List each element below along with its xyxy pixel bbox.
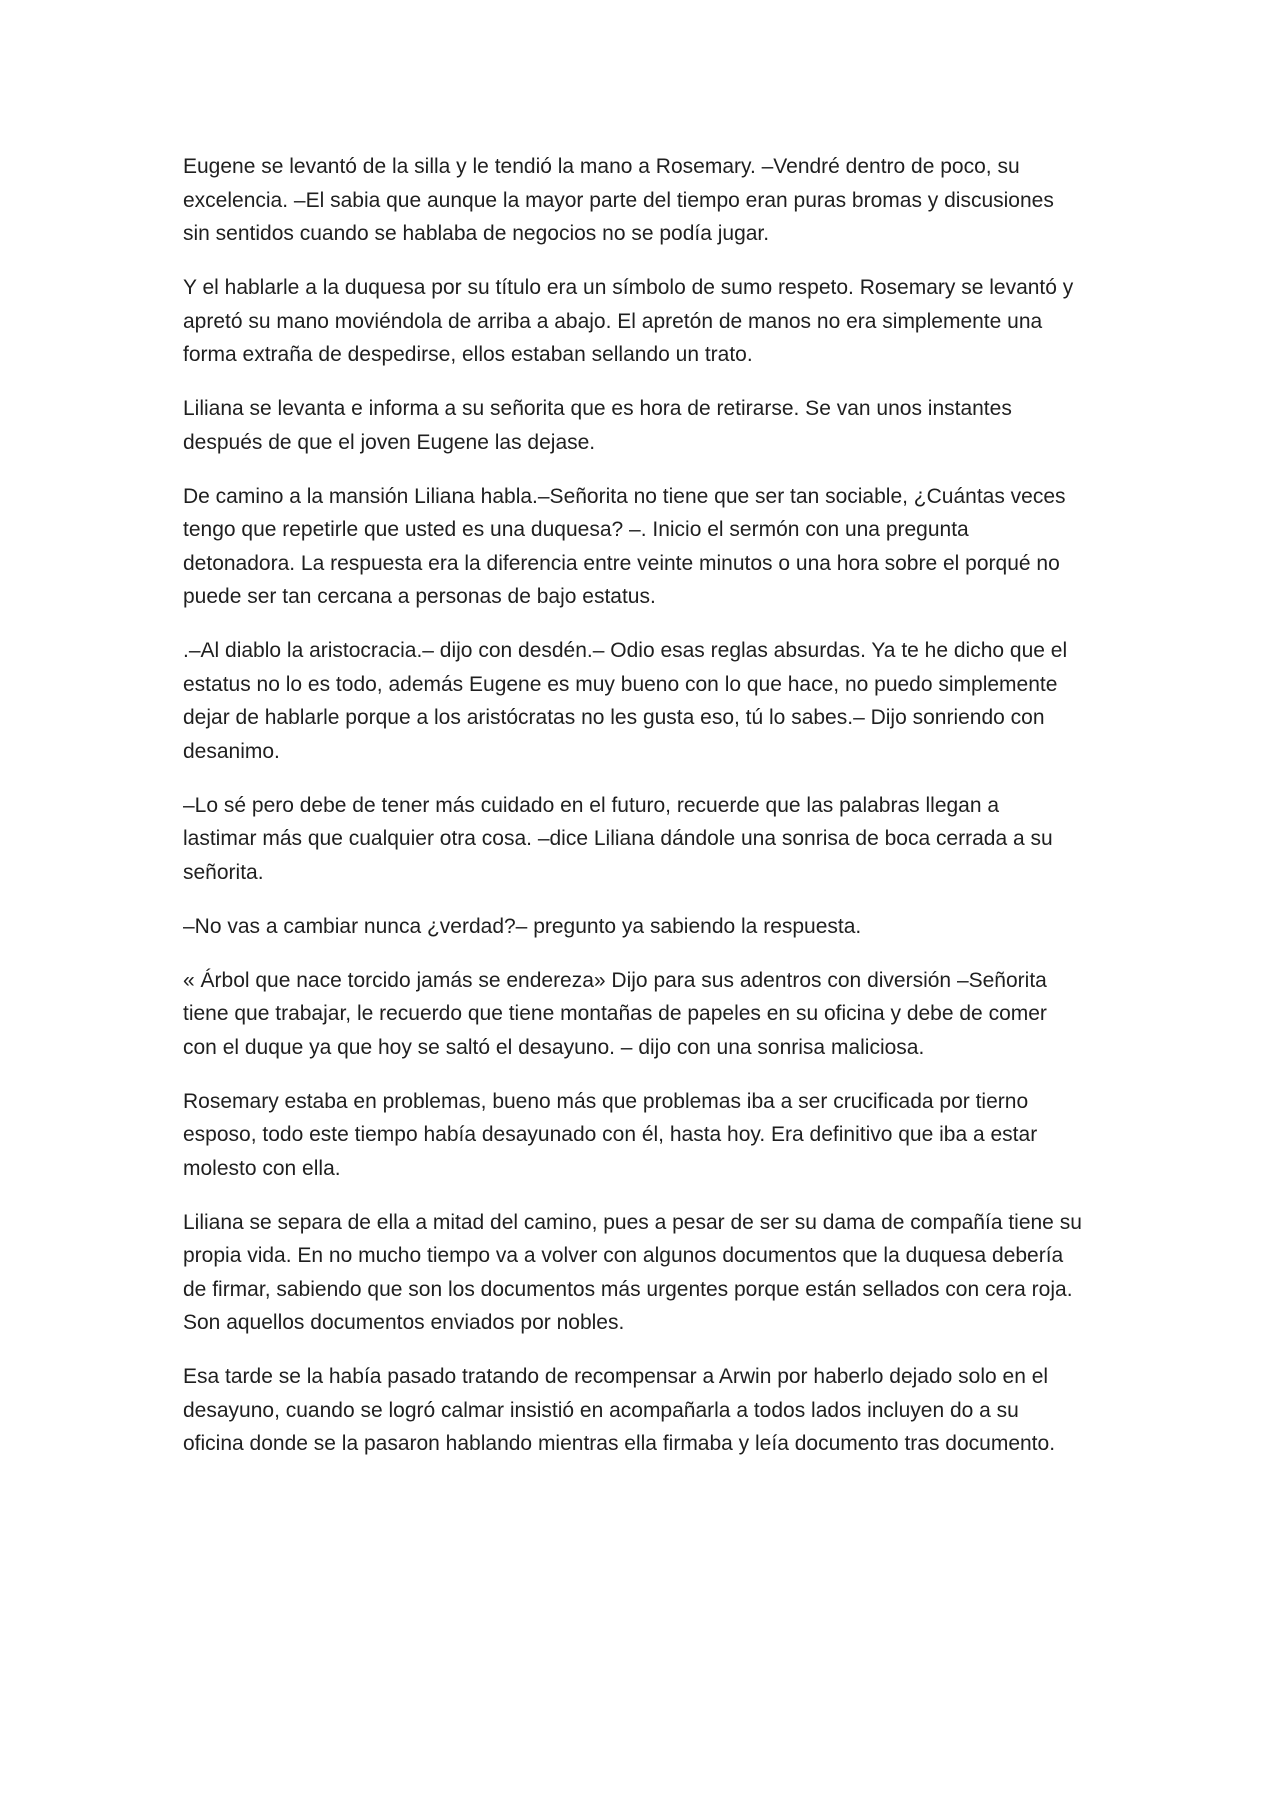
paragraph (183, 1360, 1103, 1461)
text-line: detonadora. La respuesta era la diferencia entre veinte minutos o una hora sobre el porqué no (183, 551, 1060, 575)
text-line: Eugene se levantó de la silla y le tendió la mano a Rosemary. –Vendré dentro de poco, su (183, 155, 1020, 178)
text-line: puede ser tan cercana a personas de bajo estatus. (183, 585, 656, 608)
text-line: dejar de hablarle porque a los aristócratas no les gusta eso, tú lo sabes.– Dijo sonriendo con (183, 706, 1045, 729)
text-line: desayuno, cuando se logró calmar insistió en acompañarla a todos lados incluyen do a su (183, 1398, 1019, 1422)
text-line: esposo, todo este tiempo había desayunado con él, hasta hoy. Era definitivo que iba a estar (183, 1123, 1038, 1146)
text-line: lastimar más que cualquier otra cosa. –dice Liliana dándole una sonrisa de boca cerrada a su (183, 827, 1053, 850)
text-line: tiene que trabajar, le recuerdo que tiene montañas de papeles en su oficina y debe de comer (183, 1002, 1047, 1025)
text-line: de firmar, sabiendo que son los documentos más urgentes porque están sellados con cera roja. (183, 1277, 1073, 1301)
text-line: Son aquellos documentos enviados por nobles. (183, 1311, 625, 1334)
text-line: estatus no lo es todo, además Eugene es muy bueno con lo que hace, no puedo simplemente (183, 672, 1058, 696)
paragraph (183, 964, 1103, 1065)
text-line: después de que el joven Eugene las dejase. (183, 430, 596, 454)
text-line: sin sentidos cuando se hablaba de negocios no se podía jugar. (183, 222, 770, 245)
paragraph (183, 789, 1103, 890)
paragraph (183, 1085, 1103, 1186)
text-line: con el duque ya que hoy se saltó el desayuno. – dijo con una sonrisa maliciosa. (183, 1035, 925, 1059)
text-line: .–Al diablo la aristocracia.– dijo con desdén.– Odio esas reglas absurdas. Ya te he dicho que el (183, 639, 1068, 662)
text-line: señorita. (183, 860, 264, 884)
text-line: Rosemary estaba en problemas, bueno más que problemas iba a ser crucificada por tierno (183, 1089, 1029, 1113)
text-line: –Lo sé pero debe de tener más cuidado en el futuro, recuerde que las palabras llegan a (183, 793, 1000, 817)
text-line: « Árbol que nace torcido jamás se endereza» Dijo para sus adentros con diversión –Señorita (183, 968, 1047, 992)
text-line: Liliana se separa de ella a mitad del camino, pues a pesar de ser su dama de compañía tiene su (183, 1210, 1082, 1234)
text-line: apretó su mano moviéndola de arriba a abajo. El apretón de manos no era simplemente una (183, 309, 1043, 333)
paragraph (183, 271, 1103, 372)
text-line: Liliana se levanta e informa a su señorita que es hora de retirarse. Se van unos instantes (183, 397, 1012, 420)
text-line: –No vas a cambiar nunca ¿verdad?– pregunto ya sabiendo la respuesta. (183, 914, 862, 938)
text-line: desanimo. (183, 739, 280, 763)
paragraph (183, 392, 1103, 459)
paragraph (183, 634, 1103, 768)
text-line: molesto con ella. (183, 1156, 341, 1180)
text-line: tengo que repetirle que usted es una duquesa? –. Inicio el sermón con una pregunta (183, 518, 969, 541)
text-line: excelencia. –El sabia que aunque la mayor parte del tiempo eran puras bromas y discusiones (183, 188, 1054, 212)
document-body (183, 150, 1103, 1481)
paragraph (183, 1206, 1103, 1340)
paragraph (183, 150, 1103, 251)
paragraph (183, 910, 1103, 944)
text-line: Esa tarde se la había pasado tratando de recompensar a Arwin por haberlo dejado solo en el (183, 1365, 1049, 1388)
paragraph (183, 480, 1103, 614)
text-line: Y el hablarle a la duquesa por su título era un símbolo de sumo respeto. Rosemary se levantó y (183, 276, 1074, 299)
text-line: forma extraña de despedirse, ellos estaban sellando un trato. (183, 343, 753, 366)
text-line: propia vida. En no mucho tiempo va a volver con algunos documentos que la duquesa debería (183, 1244, 1064, 1267)
text-line: oficina donde se la pasaron hablando mientras ella firmaba y leía documento tras documento. (183, 1432, 1056, 1455)
text-line: De camino a la mansión Liliana habla.–Señorita no tiene que ser tan sociable, ¿Cuántas veces (183, 484, 1066, 508)
